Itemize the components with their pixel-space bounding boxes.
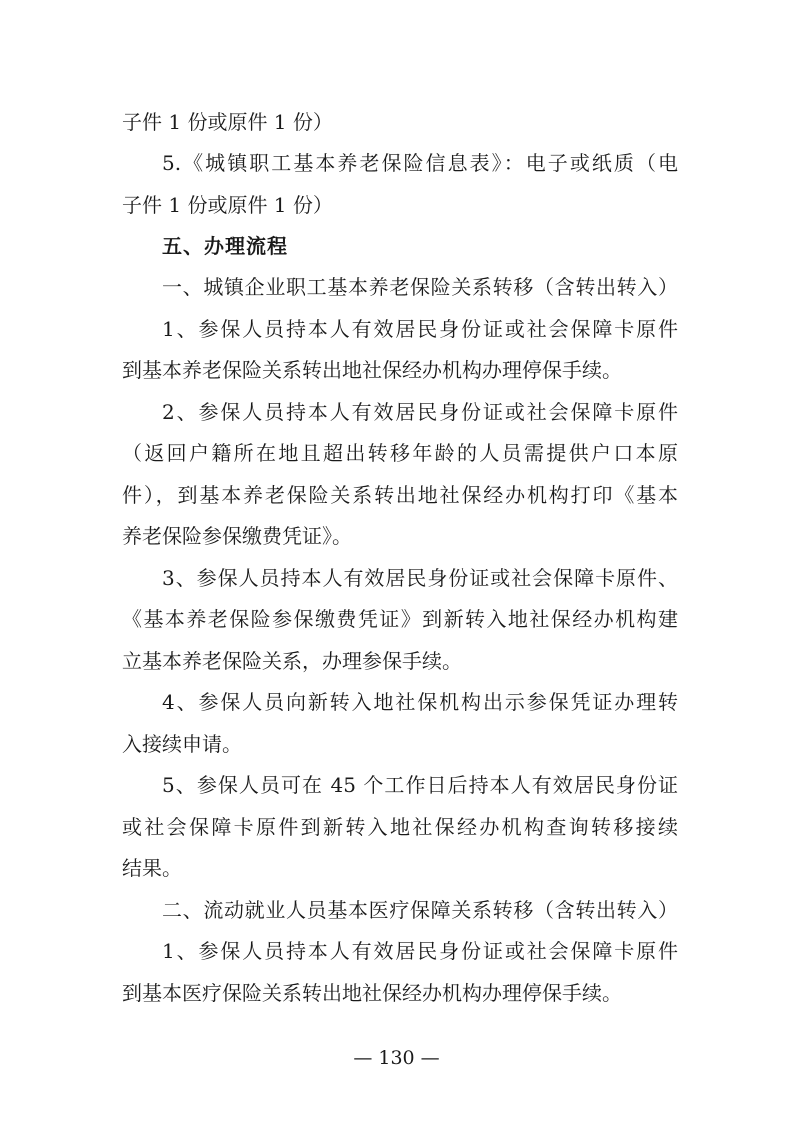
page-number: — 130 —	[353, 1047, 440, 1069]
text-line-step-2-end: 养老保险参保缴费凭证》。	[122, 524, 352, 548]
section-heading-process: 五、办理流程	[162, 234, 288, 258]
text-line-step-3-end: 立基本养老保险关系，办理参保手续。	[122, 649, 462, 673]
text-line-item-5: 5.《城镇职工基本养老保险信息表》：电子或纸质（电	[162, 151, 678, 175]
text-line-step-5: 5、参保人员可在 45 个工作日后持本人有效居民身份证	[162, 773, 678, 797]
text-line-step-3-cont: 《基本养老保险参保缴费凭证》到新转入地社保经办机构建	[122, 607, 678, 631]
text-line-step-1-end: 到基本养老保险关系转出地社保经办机构办理停保手续。	[122, 358, 622, 382]
text-line-step-1: 1、参保人员持本人有效居民身份证或社会保障卡原件	[162, 317, 678, 341]
text-line-step-2: 2、参保人员持本人有效居民身份证或社会保障卡原件	[162, 400, 678, 424]
text-line-step-2-cont2: 件），到基本养老保险关系转出地社保经办机构打印《基本	[122, 483, 678, 507]
text-line-step-3: 3、参保人员持本人有效居民身份证或社会保障卡原件、	[162, 566, 678, 590]
subheading-medical-transfer: 二、流动就业人员基本医疗保障关系转移（含转出转入）	[162, 898, 678, 922]
text-line-medical-step-1-end: 到基本医疗保险关系转出地社保经办机构办理停保手续。	[122, 981, 622, 1005]
subheading-pension-transfer: 一、城镇企业职工基本养老保险关系转移（含转出转入）	[162, 275, 678, 299]
text-line-step-2-cont: （返回户籍所在地且超出转移年龄的人员需提供户口本原	[122, 441, 678, 465]
text-line-medical-step-1: 1、参保人员持本人有效居民身份证或社会保障卡原件	[162, 939, 678, 963]
text-line-step-4: 4、参保人员向新转入地社保机构出示参保凭证办理转	[162, 690, 678, 714]
text-line-step-5-end: 结果。	[122, 856, 182, 880]
text-line-step-5-cont: 或社会保障卡原件到新转入地社保经办机构查询转移接续	[122, 815, 678, 839]
text-line-step-4-end: 入接续申请。	[122, 732, 242, 756]
text-line-continuation: 子件 1 份或原件 1 份）	[122, 110, 333, 134]
text-line-item-5-end: 子件 1 份或原件 1 份）	[122, 193, 333, 217]
